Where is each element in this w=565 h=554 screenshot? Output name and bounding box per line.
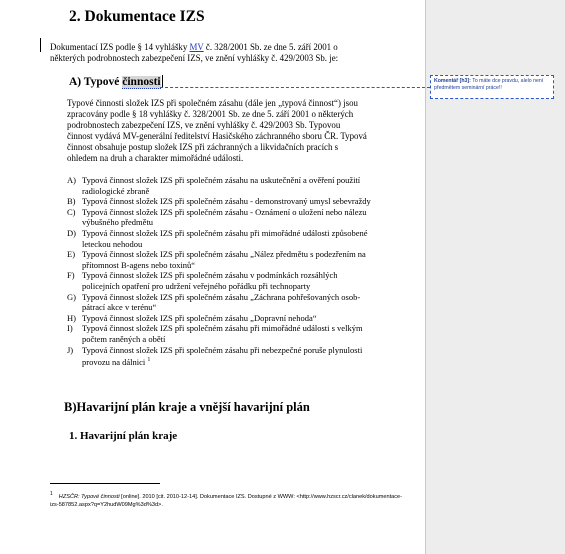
footnote-title: HZSČR: Typové činnosti	[58, 493, 120, 500]
footnote	[50, 490, 402, 509]
footnote-separator	[50, 483, 160, 484]
intro-text-before: Dokumentací IZS podle § 14 vyhlášky	[50, 42, 190, 52]
list-item	[67, 249, 372, 270]
comment-text: To máte dce pravdu, alelo není předmětem seminární práce!!	[434, 78, 544, 91]
comment-balloon[interactable]	[430, 75, 554, 99]
commented-selection[interactable]: činnosti	[122, 76, 161, 88]
mv-link[interactable]: MV	[189, 42, 204, 52]
list-item	[67, 207, 372, 228]
list-item-label: D)	[67, 227, 76, 238]
list-item-text: Typová činnost složek IZS při společném zásahu - demonstrovaný umysl sebevraždy	[82, 196, 371, 207]
list-item	[67, 228, 372, 249]
list-item-text: Typová činnost složek IZS při společném zásahu při nebezpečné poruše plynulosti provozu na dálnici	[82, 344, 363, 367]
list-item-label: A)	[67, 175, 76, 185]
comment-connector-line	[160, 87, 430, 88]
list-item	[67, 313, 372, 324]
intro-text-after: č. 328/2001 Sb. ze dne 5. září 2001 o některých podrobnostech zabezpečení IZS, ve znění vyhlášky č. 429/2003 Sb. je:	[50, 42, 339, 63]
text-cursor	[40, 38, 41, 52]
list-item-text: Typová činnost složek IZS při společném zásahu „Dopravní nehoda“	[82, 312, 317, 323]
list-item	[67, 292, 372, 313]
list-item	[67, 270, 372, 291]
list-item-label: H)	[67, 312, 76, 323]
typove-cinnosti-list	[67, 175, 372, 368]
list-item-text: Typová činnost složek IZS při společném zásahu „Záchrana pohřešovaných osob-pátrací akce v terénu“	[82, 291, 361, 313]
list-item	[67, 345, 372, 368]
list-item-text: Typová činnost složek IZS při společném zásahu v podmínkách rozsáhlých policejních opatření pro udržení veřejného pořádku při technoparty	[82, 270, 338, 291]
heading-dokumentace-izs: 2. Dokumentace IZS	[69, 8, 205, 25]
list-item-text: Typová činnost složek IZS při společném zásahu - Oznámení o uložení nebo nálezu výbušného předmětu	[82, 206, 367, 228]
list-item	[67, 323, 372, 344]
list-item-label: I)	[67, 323, 73, 334]
list-item	[67, 196, 372, 207]
list-item-text: Typová činnost složek IZS při společném zásahu na uskutečnění a ověření použití radiologické zbraně	[82, 175, 361, 196]
list-item	[67, 175, 372, 196]
list-item-label: F)	[67, 270, 75, 281]
list-item-text: Typová činnost složek IZS při společném zásahu při mimořádné události s velkým počtem raněných a obětí	[82, 323, 363, 344]
list-item-label: C)	[67, 206, 76, 217]
footnote-reference[interactable]: 1	[147, 357, 151, 364]
footnote-text: [online]. 2010 [cit. 2010-12-14]. Dokumentace IZS. Dostupné z WWW: <http://www.hzscr.cz/clanek/dokumentace-izs-587852.aspx?q=Y2hudW09Mg%3d%3d>.	[50, 493, 403, 508]
footnote-number: 1	[50, 491, 53, 497]
list-item-text: Typová činnost složek IZS při společném zásahu „Nález předmětu s podezřením na přítomnost B-agens nebo toxinů“	[82, 249, 366, 270]
insertion-caret	[162, 75, 163, 87]
typove-cinnosti-paragraph: Typové činnosti složek IZS při společném zásahu (dále jen „typová činnost“) jsou zpracovány podle § 18 vyhlášky č. 328/2001 Sb. ze dne 5. září 2001 o některých podrobnostech zabezpečení IZS, ve znění vyhlášky č. 429/2003 Sb. Typovou činnost vydává MV-generální ředitelství Hasičského záchranného sboru ČR. Typová činnost obsahuje postup složek IZS při záchranných a likvidačních pracích s ohledem na druh a charakter mimořádné události.	[67, 98, 367, 163]
heading-prefix: A) Typové	[69, 76, 123, 88]
heading-typove-cinnosti	[69, 75, 163, 88]
heading-havarijni-plan-kraje: 1. Havarijní plán kraje	[69, 430, 178, 442]
list-item-text: Typová činnost složek IZS při společném zásahu při mimořádné události způsobené leteckou nehodou	[82, 227, 368, 249]
list-item-label: E)	[67, 249, 76, 260]
heading-havarijni-plan: B)Havarijní plán kraje a vnější havarijní plán	[64, 400, 310, 414]
intro-paragraph	[50, 42, 350, 64]
list-item-label: J)	[67, 344, 74, 355]
list-item-label: B)	[67, 196, 76, 207]
list-item-label: G)	[67, 291, 76, 302]
comment-author: Komentář [h3]:	[434, 78, 471, 84]
